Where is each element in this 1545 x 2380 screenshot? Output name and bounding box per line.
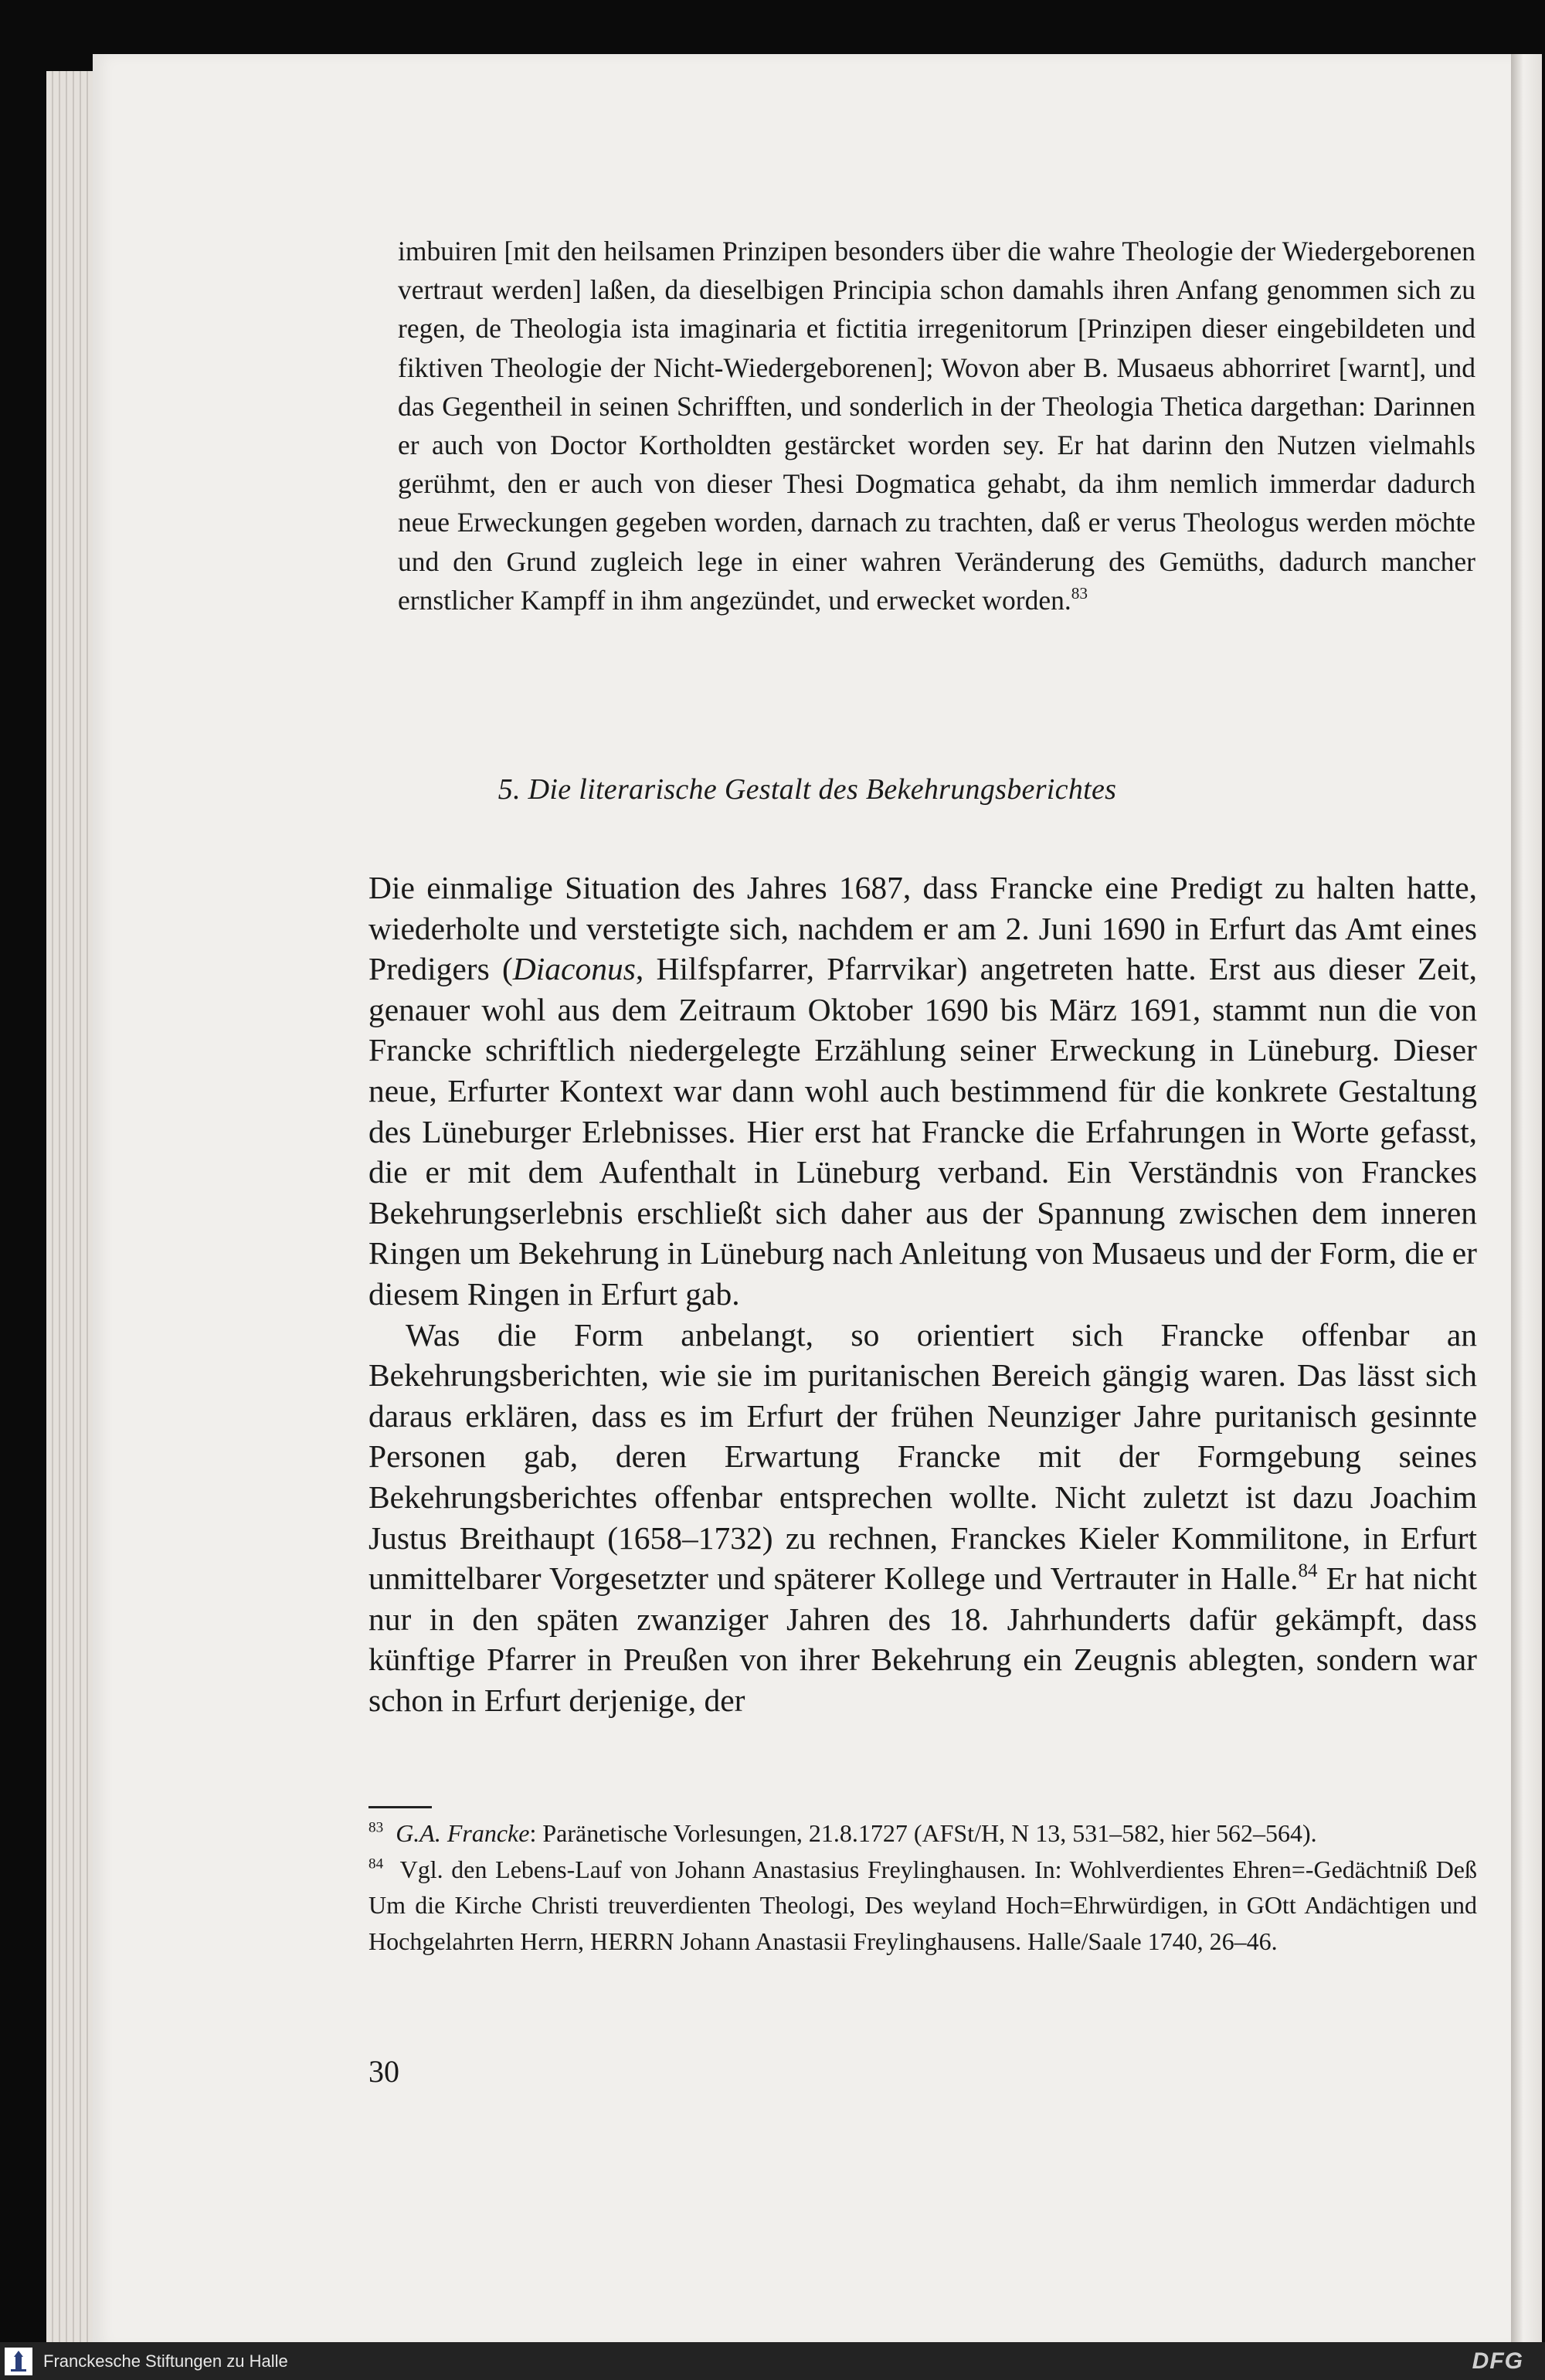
footnote-83: $^{83}$ G.A. Francke: Paränetische Vorlesungen, 21.8.1727 (AFSt/H, N 13, 531–582, hier 562–564). <box>368 1819 1317 1847</box>
dfg-logo: DFG <box>1472 2348 1523 2374</box>
body-text <box>368 867 1477 1720</box>
body-paragraph: Was die Form anbelangt, so orientiert sich Francke offenbar an Bekehrungsberichten, wie sie im puritanischen Bereich gängig waren. Das lässt sich daraus erklären, dass es im Erfurt der frühen Neunziger Jahre puritanisch gesinnte Personen gab, deren Erwartung Francke mit der Formgebung seines Bekehrungsberichtes offenbar entsprechen wollte. Nicht zuletzt ist dazu Joachim Justus Breithaupt (1658–1732) zu rechnen, Franckes Kieler Kommilitone, in Erfurt unmittelbarer Vorgesetzter und späterer Kollege und Vertrauter in Halle.$^{84}$ Er hat nicht nur in den späten zwanziger Jahren des 18. Jahrhunderts dafür gekämpft, dass künftige Pfarrer in Preußen von ihrer Bekehrung ein Zeugnis ablegten, sondern war schon in Erfurt derjenige, der <box>368 1316 1477 1718</box>
footnotes <box>368 1815 1477 1959</box>
institution-logo-icon <box>5 2348 32 2375</box>
page-number: 30 <box>368 2054 399 2089</box>
page-gutter <box>1511 54 1542 2348</box>
section-heading: 5. Die literarische Gestalt des Bekehrungsberichtes <box>497 773 1117 806</box>
viewer-footer <box>0 2342 1545 2380</box>
institution-label: Franckesche Stiftungen zu Halle <box>43 2351 288 2371</box>
quoted-passage: imbuiren [mit den heilsamen Prinzipen besonders über die wahre Theologie der Wiedergeborenen vertraut werden] laßen, da dieselbigen Principia schon damahls ihren Anfang genommen sich zu regen, de Theologia ista imaginaria et fictitia irregenitorum [Prinzipen dieser eingebildeten und fiktiven Theologie der Nicht-Wiedergeborenen]; Wovon aber B. Musaeus abhorriret [warnt], und das Gegentheil in seinen Schrifften, und sonderlich in der Theologia Thetica dargethan: Darinnen er auch von Doctor Kortholdten gestärcket worden sey. Er hat darinn den Nutzen vielmahls gerühmt, den er auch von dieser Thesi Dogmatica gehabt, da ihm nemlich immerdar dadurch neue Erweckungen gegeben worden, darnach zu trachten, daß er verus Theologus werden möchte und den Grund zugleich lege in einer wahren Veränderung des Gemüths, dadurch mancher ernstlicher Kampff in ihm angezündet, und erwecket worden.$^{83}$ <box>398 236 1475 616</box>
footnote-rule <box>368 1806 432 1808</box>
footnote-84: $^{84}$ Vgl. den Lebens-Lauf von Johann Anastasius Freylinghausen. In: Wohlverdientes Ehren=-Gedächtniß Deß Um die Kirche Christi treuverdienten Theologi, Des weyland Hoch=Ehrwürdigen, in GOtt Andächtigen und Hochgelahrten Herrn, HERRN Johann Anastasii Freylinghausens. Halle/Saale 1740, 26–46. <box>368 1855 1477 1955</box>
body-paragraph: Die einmalige Situation des Jahres 1687, dass Francke eine Predigt zu halten hatte, wiederholte und verstetigte sich, nachdem er am 2. Juni 1690 in Erfurt das Amt eines Predigers (Diaconus, Hilfspfarrer, Pfarrvikar) angetreten hatte. Erst aus dieser Zeit, genauer wohl aus dem Zeitraum Oktober 1690 bis März 1691, stammt nun die von Francke schriftlich niedergelegte Erzählung seiner Erweckung in Lüneburg. Dieser neue, Erfurter Kontext war dann wohl auch bestimmend für die konkrete Gestaltung des Lüneburger Erlebnisses. Hier erst hat Francke die Erfahrungen in Worte gefasst, die er mit dem Aufenthalt in Lüneburg verband. Ein Verständnis von Franckes Bekehrungserlebnis erschließt sich daher aus der Spannung zwischen dem inneren Ringen um Bekehrung in Lüneburg nach Anleitung von Musaeus und der Form, die er diesem Ringen in Erfurt gab. <box>368 870 1477 1312</box>
